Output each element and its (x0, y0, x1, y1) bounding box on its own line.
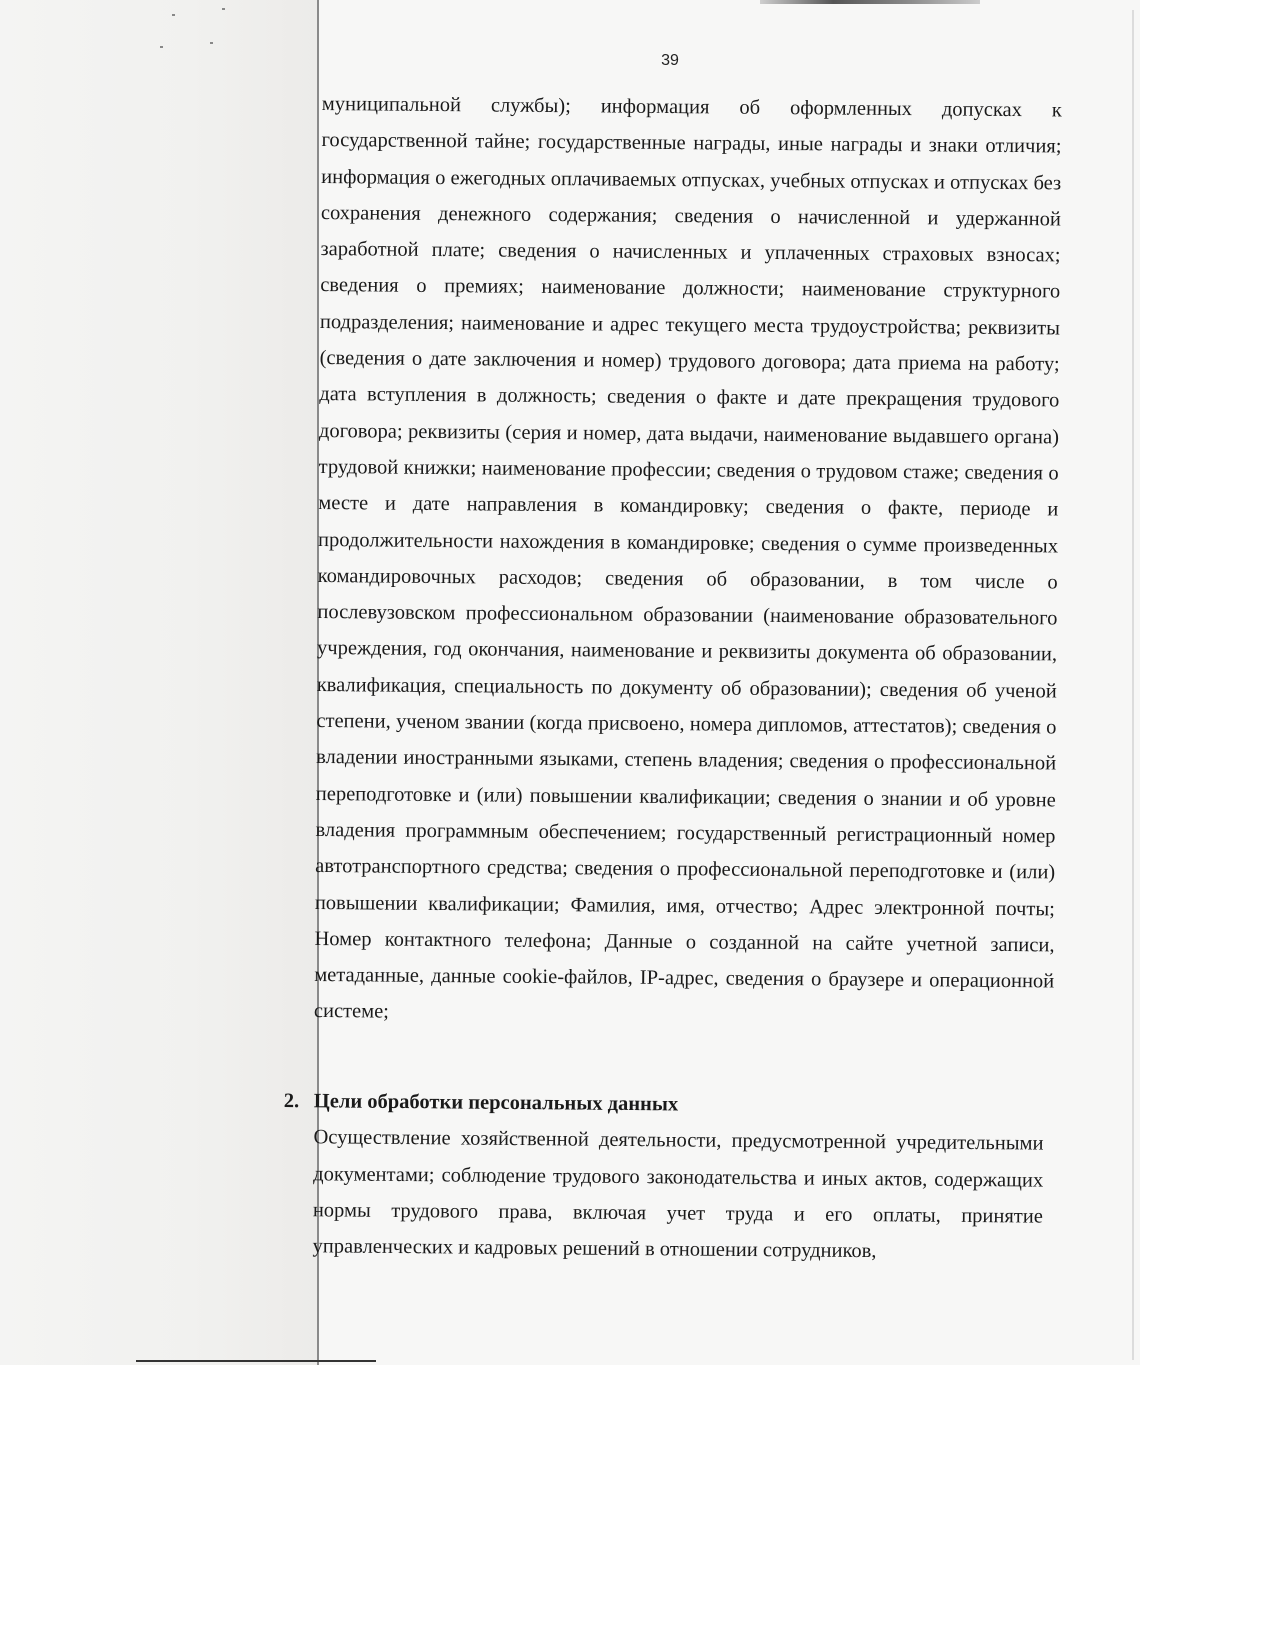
section-body: Осуществление хозяйственной деятельности, предусмотренной учредительными документами; соблюдение трудового законодательства и иных актов, содержащих нормы трудового права, включая учет труда и его оплаты, принятие управленческих и кадровых решений в отношении сотрудников, (312, 1126, 1044, 1263)
scan-speck (210, 42, 213, 44)
body-paragraph: муниципальной службы); информация об оформленных допусках к государственной тайне; государственные награды, иные награды и знаки отличия; информация о ежегодных оплачиваемых отпусках, учебных отпусках и отпусках без сохранения денежного содержания; сведения о начисленной и удержанной заработной плате; сведения о начисленных и уплаченных страховых взносах; сведения о премиях; наименование должности; наименование структурного подразделения; наименование и адрес текущего места трудоустройства; реквизиты (сведения о дате заключения и номер) трудового договора; дата приема на работу; дата вступления в должность; сведения о факте и дате прекращения трудового договора; реквизиты (серия и номер, дата выдачи, наименование выдавшего органа) трудовой книжки; наименование профессии; сведения о трудовом стаже; сведения о месте и дате направления в командировку; сведения о факте, периоде и продолжительности нахождения в командировке; сведения о сумме произведенных командировочных расходов; сведения об образовании, в том числе о послевузовском профессиональном образовании (наименование образовательного учреждения, год окончания, наименование и реквизиты документа об образовании, квалификация, специальность по документу об образовании); сведения об ученой степени, ученом звании (когда присвоено, номера дипломов, аттестатов); сведения о владении иностранными языками, степень владения; сведения о профессиональной переподготовке и (или) повышении квалификации; сведения о знании и об уровне владения программным обеспечением; государственный регистрационный номер автотранспортного средства; сведения о профессиональной переподготовке и (или) повышении квалификации; Фамилия, имя, отчество; Адрес электронной почты; Номер контактного телефона; Данные о созданной на сайте учетной записи, метаданные, данные cookie-файлов, IP-адрес, сведения о браузере и операционной системе; (313, 92, 1062, 1024)
section-2 (282, 1083, 1044, 1271)
scan-edge-mark (760, 0, 980, 4)
scan-shadow (0, 0, 318, 1365)
section-number: 2. (283, 1089, 300, 1113)
scan-speck (222, 8, 225, 10)
body-text (314, 86, 1062, 1036)
section-title: Цели обработки персональных данных (313, 1090, 679, 1116)
scan-speck (172, 14, 175, 16)
scan-right-edge (1132, 10, 1134, 1360)
scan-speck (160, 46, 163, 48)
bottom-rule (136, 1360, 376, 1362)
page-number: 39 (661, 52, 679, 69)
